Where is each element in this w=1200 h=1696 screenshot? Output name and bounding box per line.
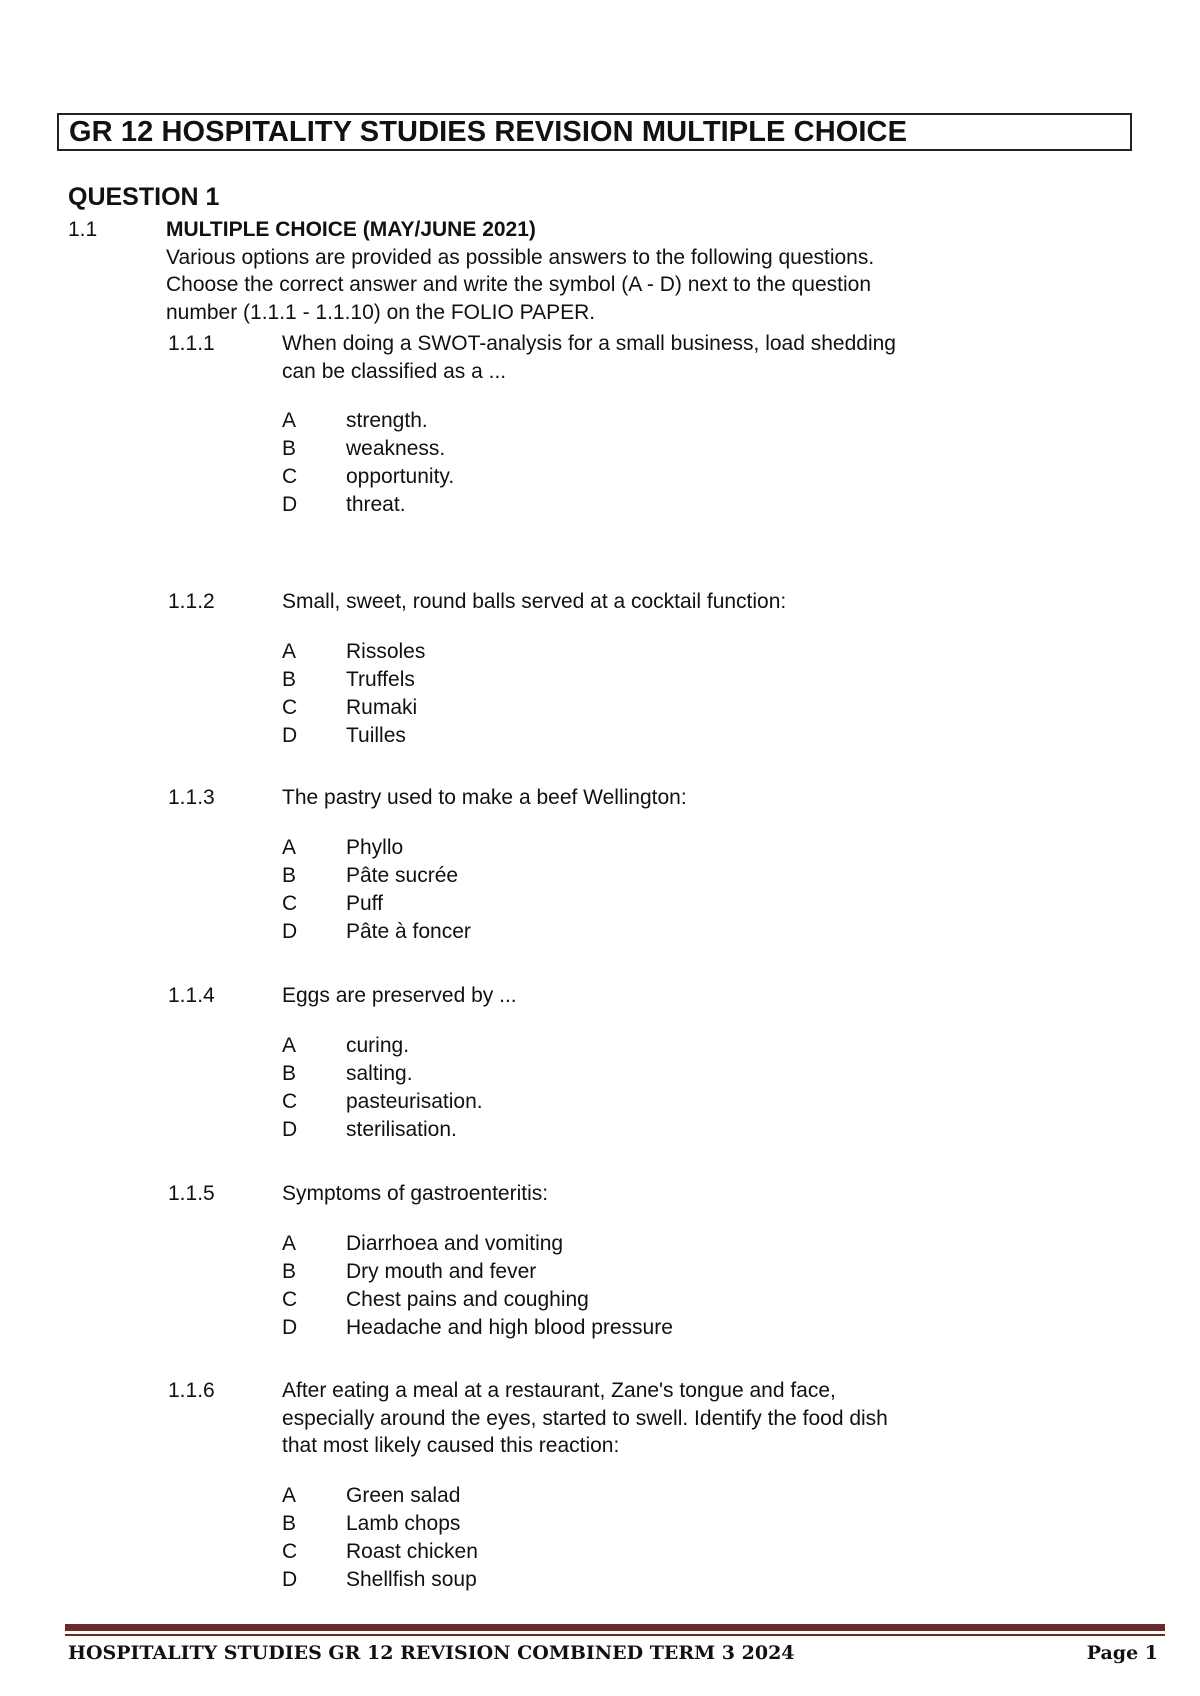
option-letter: A <box>282 409 297 432</box>
footer-divider-thin <box>65 1634 1165 1636</box>
question-text: Small, sweet, round balls served at a cocktail function: <box>282 590 787 613</box>
option-item <box>282 722 1068 750</box>
question-text: Eggs are preserved by ... <box>282 984 517 1007</box>
option-item <box>282 1566 1068 1594</box>
option-text: opportunity. <box>346 465 455 488</box>
option-letter: C <box>282 891 298 915</box>
section-header <box>68 216 1168 326</box>
option-item <box>282 638 1068 666</box>
option-item <box>282 1258 1068 1286</box>
option-letter: C <box>282 465 298 488</box>
option-text: Green salad <box>346 1483 461 1507</box>
option-text: weakness. <box>346 437 446 460</box>
option-text: Tuilles <box>346 723 406 747</box>
option-item <box>282 1510 1068 1538</box>
option-item <box>282 1538 1068 1566</box>
question-text: After eating a meal at a restaurant, Zane's tongue and face, <box>282 1379 836 1402</box>
option-letter: C <box>282 1287 298 1311</box>
option-text: Puff <box>346 891 383 915</box>
option-text: Chest pains and coughing <box>346 1287 589 1311</box>
option-list <box>282 407 1068 519</box>
option-item <box>282 834 1068 862</box>
section-number: 1.1 <box>68 218 98 241</box>
option-text: curing. <box>346 1033 410 1057</box>
option-letter: C <box>282 1089 298 1113</box>
option-item <box>282 694 1068 722</box>
option-item <box>282 1116 1068 1144</box>
option-text: Pâte sucrée <box>346 863 459 887</box>
option-text: Diarrhoea and vomiting <box>346 1231 564 1255</box>
option-item <box>282 1230 1068 1258</box>
option-letter: D <box>282 493 298 516</box>
question-text: Symptoms of gastroenteritis: <box>282 1182 549 1205</box>
question-number: 1.1.2 <box>168 590 215 613</box>
option-letter: B <box>282 667 297 691</box>
question-text: When doing a SWOT-analysis for a small business, load shedding <box>282 332 896 355</box>
option-letter: C <box>282 1539 298 1563</box>
option-text: pasteurisation. <box>346 1089 483 1113</box>
question-text: especially around the eyes, started to swell. Identify the food dish <box>282 1406 888 1430</box>
option-letter: A <box>282 1033 297 1057</box>
question-1-1-2 <box>168 588 1068 750</box>
document-title: GR 12 HOSPITALITY STUDIES REVISION MULTIPLE CHOICE <box>57 113 1132 151</box>
question-number: 1.1.3 <box>168 786 215 809</box>
question-1-1-5 <box>168 1180 1068 1342</box>
option-letter: A <box>282 1483 297 1507</box>
option-letter: D <box>282 919 298 943</box>
option-list <box>282 1230 1068 1342</box>
option-list <box>282 638 1068 750</box>
option-text: Lamb chops <box>346 1511 461 1535</box>
option-item <box>282 890 1068 918</box>
option-item <box>282 918 1068 946</box>
option-item <box>282 491 1068 519</box>
option-text: Rumaki <box>346 695 418 719</box>
option-item <box>282 862 1068 890</box>
question-1-1-4 <box>168 982 1068 1144</box>
question-1-1-1 <box>168 330 1068 519</box>
option-list <box>282 1482 1068 1594</box>
option-item <box>282 1088 1068 1116</box>
option-text: Roast chicken <box>346 1539 478 1563</box>
question-number: 1.1.4 <box>168 984 215 1007</box>
option-text: salting. <box>346 1061 413 1085</box>
option-letter: D <box>282 1567 298 1591</box>
option-text: strength. <box>346 409 428 432</box>
question-text: The pastry used to make a beef Wellington: <box>282 786 687 809</box>
option-list <box>282 1032 1068 1144</box>
page-number: Page 1 <box>1086 1642 1158 1664</box>
option-item <box>282 435 1068 463</box>
option-item <box>282 407 1068 435</box>
option-letter: B <box>282 1259 297 1283</box>
option-letter: D <box>282 1117 298 1141</box>
option-text: Phyllo <box>346 835 404 859</box>
question-heading: QUESTION 1 <box>68 183 220 211</box>
option-letter: A <box>282 835 297 859</box>
option-item <box>282 1286 1068 1314</box>
option-text: sterilisation. <box>346 1117 457 1141</box>
option-letter: A <box>282 639 297 663</box>
footer-divider <box>65 1624 1165 1631</box>
section-title: MULTIPLE CHOICE (MAY/JUNE 2021) <box>166 218 536 241</box>
option-text: Dry mouth and fever <box>346 1259 537 1283</box>
question-number: 1.1.6 <box>168 1379 215 1402</box>
question-text: can be classified as a ... <box>282 359 507 383</box>
instruction-line: number (1.1.1 - 1.1.10) on the FOLIO PAPER. <box>166 300 596 324</box>
option-letter: D <box>282 1315 298 1339</box>
option-text: threat. <box>346 493 406 516</box>
option-letter: B <box>282 437 297 460</box>
option-text: Pâte à foncer <box>346 919 471 943</box>
option-letter: C <box>282 695 298 719</box>
question-text: that most likely caused this reaction: <box>282 1434 620 1457</box>
option-letter: B <box>282 1061 297 1085</box>
option-item <box>282 666 1068 694</box>
footer-title: HOSPITALITY STUDIES GR 12 REVISION COMBINED TERM 3 2024 <box>68 1642 795 1664</box>
option-text: Headache and high blood pressure <box>346 1315 673 1339</box>
instruction-line: Choose the correct answer and write the symbol (A - D) next to the question <box>166 273 872 296</box>
question-1-1-3 <box>168 784 1068 946</box>
option-letter: B <box>282 863 297 887</box>
option-item <box>282 1032 1068 1060</box>
option-item <box>282 1060 1068 1088</box>
question-number: 1.1.1 <box>168 332 215 355</box>
option-letter: A <box>282 1231 297 1255</box>
option-text: Shellfish soup <box>346 1567 477 1591</box>
option-list <box>282 834 1068 946</box>
question-number: 1.1.5 <box>168 1182 215 1205</box>
question-1-1-6 <box>168 1377 1068 1594</box>
option-item <box>282 1482 1068 1510</box>
option-text: Rissoles <box>346 639 426 663</box>
option-letter: B <box>282 1511 297 1535</box>
instruction-line: Various options are provided as possible answers to the following questions. <box>166 245 875 269</box>
option-item <box>282 1314 1068 1342</box>
option-letter: D <box>282 723 298 747</box>
option-item <box>282 463 1068 491</box>
option-text: Truffels <box>346 667 415 691</box>
